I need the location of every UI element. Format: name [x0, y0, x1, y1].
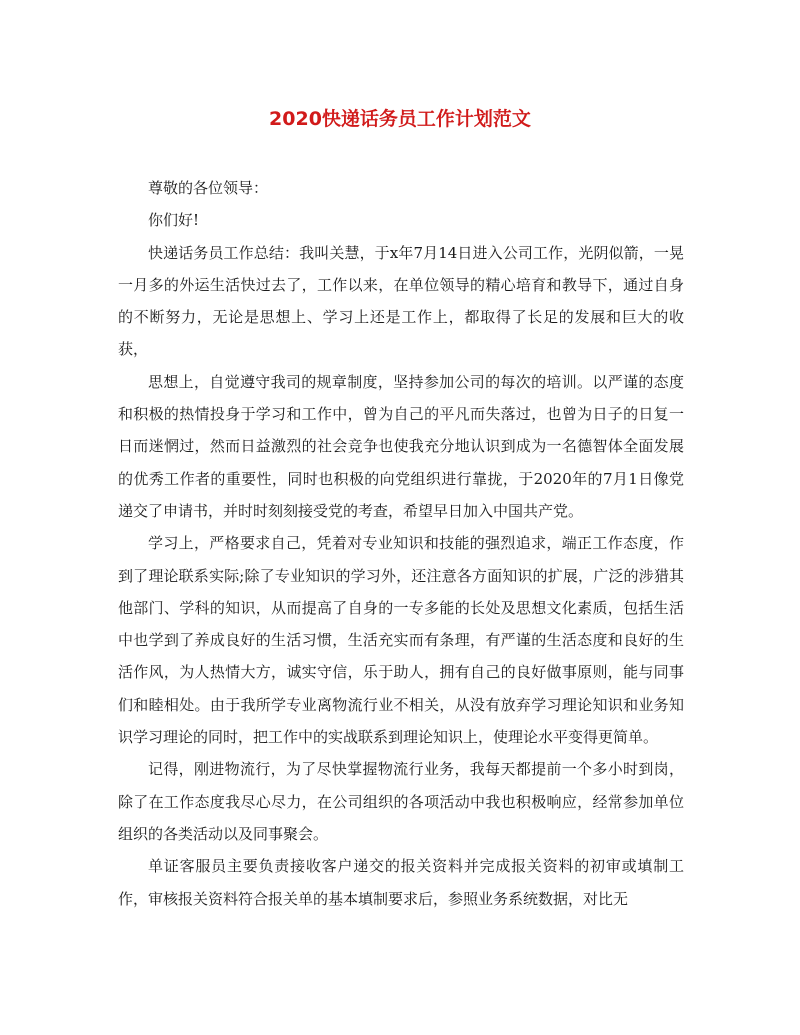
paragraph-study: 学习上，严格要求自己，凭着对专业知识和技能的强烈追求，端正工作态度，作到了理论联系实际;除了专业知识的学习外，还注意各方面知识的扩展，广泛的涉猎其他部门、学科的知识，从而提高了自身的一专多能的长处及思想文化素质，包括生活中也学到了养成良好的生活习惯，生活充实而有条理，有严谨的生活态度和良好的生活作风，为人热情大方，诚实守信，乐于助人，拥有自己的良好做事原则，能与同事们和睦相处。由于我所学专业离物流行业不相关，从没有放弃学习理论知识和业务知识学习理论的同时，把工作中的实战联系到理论知识上，使理论水平变得更简单。 — [118, 534, 684, 747]
document-body — [118, 172, 684, 915]
paragraph-memory: 记得，刚进物流行，为了尽快掌握物流行业务，我每天都提前一个多小时到岗，除了在工作态度我尽心尽力，在公司组织的各项活动中我也积极响应，经常参加单位组织的各类活动以及同事聚会。 — [118, 760, 684, 843]
greeting: 你们好! — [148, 211, 200, 230]
paragraph-thought: 思想上，自觉遵守我司的规章制度，坚持参加公司的每次的培训。以严谨的态度和积极的热情投身于学习和工作中，曾为自己的平凡而失落过，也曾为日子的日复一日而迷惘过，然而日益激烈的社会竞争也使我充分地认识到成为一名德智体全面发展的优秀工作者的重要性，同时也积极的向党组织进行靠拢，于2020年的7月1日像党递交了申请书，并时时刻刻接受党的考查，希望早日加入中国共产党。 — [118, 372, 684, 520]
salutation: 尊敬的各位领导： — [148, 179, 269, 197]
paragraph-duties: 单证客服员主要负责接收客户递交的报关资料并完成报关资料的初审或填制工作，审核报关资料符合报关单的基本填制要求后，参照业务系统数据，对比无 — [118, 857, 684, 908]
document-title: 2020快递话务员工作计划范文 — [269, 108, 531, 130]
paragraph-intro: 快递话务员工作总结：我叫关慧，于x年7月14日进入公司工作，光阴似箭，一晃一月多的外运生活快过去了，工作以来，在单位领导的精心培育和教导下，通过自身的不断努力，无论是思想上、学习上还是工作上，都取得了长足的发展和巨大的收获， — [118, 243, 684, 359]
